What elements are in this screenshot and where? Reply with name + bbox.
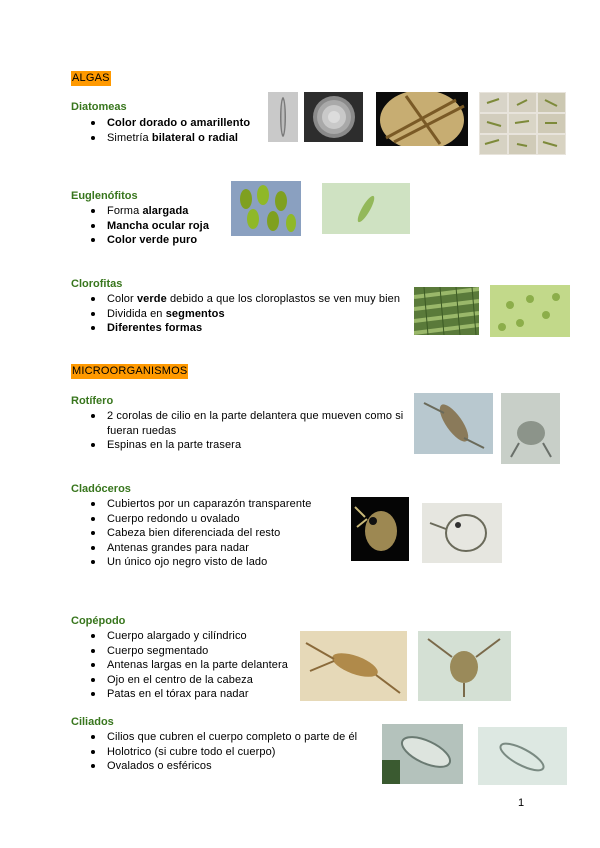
text: Cubiertos por un caparazón transparente [107, 498, 312, 510]
section-heading-microorganismos: MICROORGANISMOS [72, 365, 188, 377]
text: Cilios que cubren el cuerpo completo o parte de él [107, 731, 358, 743]
text: Forma [107, 205, 143, 217]
list-item [71, 644, 311, 659]
clorofitas-list [71, 292, 411, 336]
diatom-radial-image [304, 92, 363, 142]
bold-text: bilateral o radial [151, 131, 239, 144]
text: Color [107, 293, 137, 305]
text: Cuerpo redondo u ovalado [107, 512, 240, 525]
clorofita-filaments-image [414, 287, 479, 335]
bold-text: Mancha ocular roja [107, 219, 210, 232]
list-item [71, 541, 361, 556]
text: Dividida en [107, 307, 166, 320]
list-item [71, 745, 391, 760]
list-item [71, 730, 391, 745]
bold-text: alargada [142, 205, 189, 217]
bold-text: Color verde puro [107, 234, 198, 247]
list-item [71, 497, 361, 512]
section-heading-algas: ALGAS [72, 72, 110, 84]
list-item [71, 687, 311, 702]
cladocero-image-1 [351, 497, 409, 561]
text: 2 corolas de cilio en la parte delantera que mueven como si fueran ruedas [107, 410, 404, 437]
copepodo-image-2 [418, 631, 511, 701]
list-item [71, 116, 281, 131]
text: Holotrico (si cubre todo el cuerpo) [107, 745, 276, 758]
list-item [71, 438, 416, 453]
text: Simetría [107, 131, 152, 144]
text: Antenas largas en la parte delantera [107, 659, 288, 672]
list-item [71, 512, 361, 527]
list-item [71, 673, 311, 688]
rotifero-image-1 [414, 393, 493, 454]
subheading-copepodo: Copépodo [71, 615, 126, 627]
list-item [71, 555, 361, 570]
cladocero-image-2 [422, 503, 502, 563]
text: Cuerpo segmentado [107, 644, 209, 657]
copepodo-list [71, 629, 311, 702]
text: Cabeza bien diferenciada del resto [107, 527, 281, 540]
subheading-diatomeas: Diatomeas [71, 101, 127, 113]
list-item [71, 658, 311, 673]
subheading-clorofitas: Clorofitas [71, 278, 123, 290]
subheading-rotifero: Rotífero [71, 395, 114, 407]
list-item [71, 131, 281, 146]
subheading-ciliados: Ciliados [71, 716, 114, 728]
cladoceros-list [71, 497, 361, 570]
list-item [71, 759, 391, 774]
rotifero-image-2 [501, 393, 560, 464]
list-item [71, 292, 411, 307]
ciliado-image-1 [382, 724, 463, 784]
list-item [71, 526, 361, 541]
bold-text: Diferentes formas [107, 322, 203, 335]
ciliados-list [71, 730, 391, 774]
list-item [71, 204, 241, 219]
text: Espinas en la parte trasera [107, 439, 242, 452]
text: Patas en el tórax para nadar [107, 688, 249, 701]
text: Un único ojo negro visto de lado [107, 556, 268, 569]
rotifero-list [71, 409, 416, 453]
page-number: 1 [518, 797, 525, 809]
text: Ovalados o esféricos [107, 760, 212, 773]
text: Ojo en el centro de la cabeza [107, 673, 253, 686]
subheading-euglenofitos: Euglenófitos [71, 190, 138, 202]
copepodo-image-1 [300, 631, 407, 701]
list-item [71, 321, 411, 336]
clorofita-colony-image [490, 285, 570, 337]
diatom-colony-image [376, 92, 468, 146]
diatom-pennate-image [268, 92, 298, 142]
text: debido a que los cloroplastos se ven muy bien [166, 293, 401, 305]
euglena-single-image [322, 183, 410, 234]
diatom-grid-image [479, 92, 566, 155]
bold-text: Color dorado o amarillento [107, 117, 251, 129]
diatomeas-list [71, 116, 281, 145]
text: Cuerpo alargado y cilíndrico [107, 630, 247, 642]
list-item [71, 409, 416, 438]
euglenofitos-list [71, 204, 241, 248]
list-item [71, 307, 411, 322]
bold-text: verde [136, 293, 167, 305]
bold-text: segmentos [165, 307, 225, 320]
list-item [71, 219, 241, 234]
list-item [71, 233, 241, 248]
euglena-cluster-image [231, 181, 301, 236]
ciliado-image-2 [478, 727, 567, 785]
text: Antenas grandes para nadar [107, 541, 250, 554]
list-item [71, 629, 311, 644]
subheading-cladoceros: Cladóceros [71, 483, 131, 495]
